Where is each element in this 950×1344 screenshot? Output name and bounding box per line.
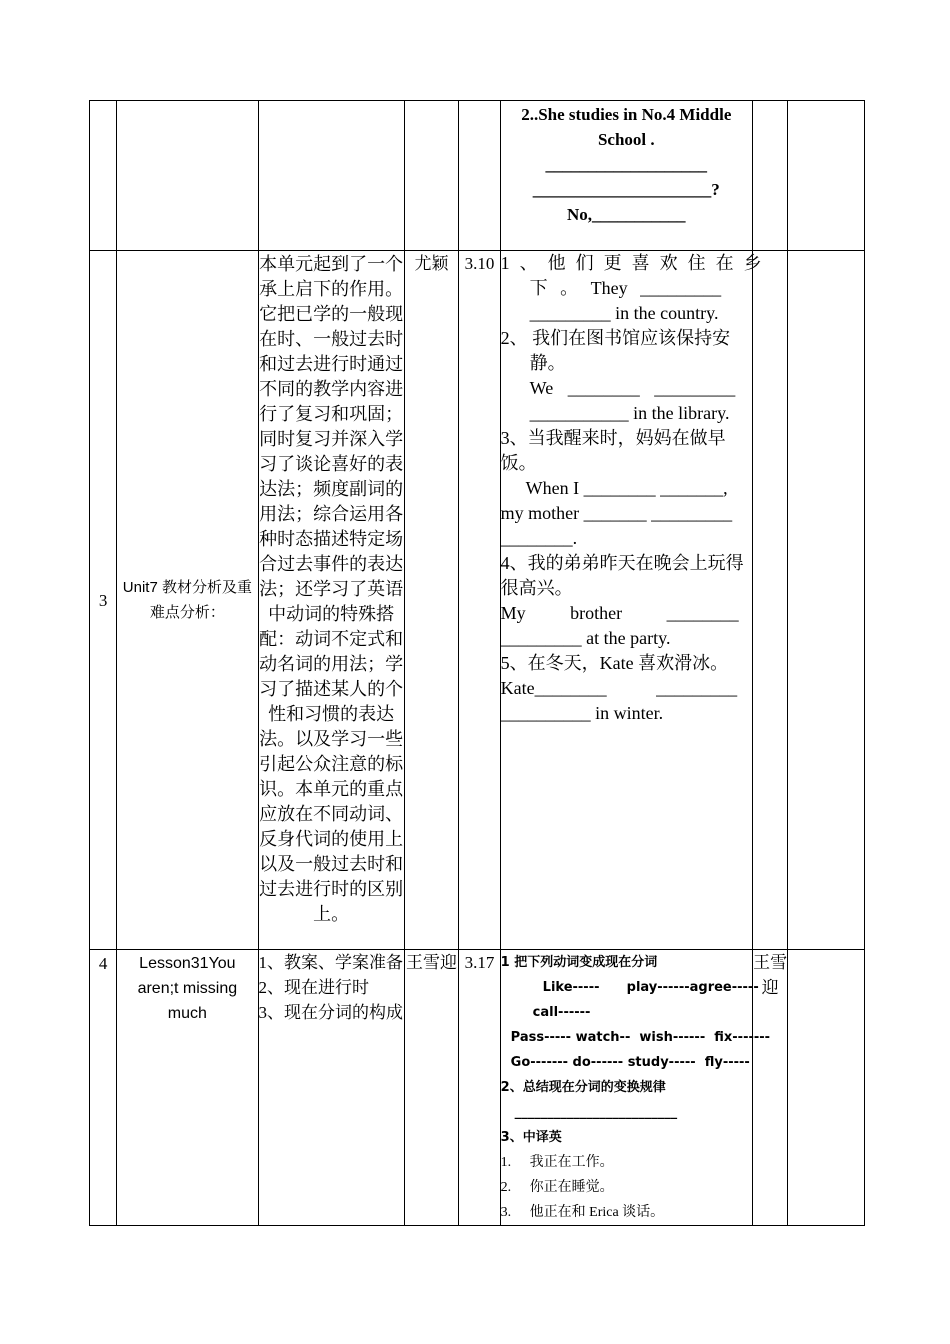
exercise-line: 很高兴。 [500, 578, 573, 598]
topic-cell [117, 101, 258, 251]
num-cell: 3 [90, 251, 117, 950]
topic-cell: Lesson31You aren;t missing much [117, 950, 258, 1226]
note-cell [788, 950, 865, 1226]
table-row [90, 101, 865, 251]
table-row [90, 251, 865, 950]
analysis-cell: 本单元起到了一个承上启下的作用。它把已学的一般现在时、一般过去时和过去进行时通过不同的教学内容进行了复习和巩固；同时复习并深入学习了谈论喜好的表达法；频度副词的用法；综合运用各种时态描述特定场合过去事件的表达法；还学习了英语中动词的特殊搭配：动词不定式和动名词的用法；学习了描述某人的个性和习惯的表达法。以及学习一些引起公众注意的标识。本单元的重点应放在不同动词、反身代词的使用上以及一般过去时和过去进行时的区别上。 [258, 251, 404, 950]
plan-line: 2、现在进行时 [258, 978, 369, 997]
item-number: 2. [500, 1180, 512, 1195]
exercise-line: 2、总结现在分词的变换规律 [500, 1080, 666, 1095]
num-cell [90, 101, 117, 251]
exercise-line: _________ in the country. [529, 303, 719, 323]
exercise-line: Pass----- watch-- wish------ fix------- [510, 1030, 771, 1045]
checker-cell [752, 251, 787, 950]
plan-cell [258, 950, 404, 1226]
teacher-cell [404, 101, 458, 251]
translate-item [501, 1150, 752, 1175]
checker-cell [752, 101, 787, 251]
exercise-line: 5、在冬天，Kate 喜欢滑冰。 [500, 653, 729, 673]
lesson-plan-table [89, 100, 865, 1226]
item-text: 你正在睡觉。 [529, 1180, 614, 1195]
exercise-line: Like----- play------agree----- [542, 980, 759, 995]
exercise-cell [500, 251, 772, 950]
exercise-line: _________ at the party. [500, 628, 671, 648]
translate-item [501, 1200, 752, 1225]
item-text: 他正在和 Erica 谈话。 [529, 1205, 665, 1220]
exercise-line: 2..She studies in No.4 Middle [521, 105, 732, 124]
exercise-line: Kate________ _________ [500, 678, 738, 698]
exercise-line: _____________________? [532, 180, 720, 199]
teacher-cell: 王雪迎 [404, 950, 458, 1226]
note-cell [788, 251, 865, 950]
exercise-line: 3、当我醒来时，妈妈在做早 [500, 428, 726, 448]
exercise-line: 2、 我们在图书馆应该保持安 [500, 328, 731, 348]
date-cell [459, 101, 500, 251]
date-cell: 3.17 [459, 950, 500, 1226]
exercise-line: No,___________ [567, 205, 686, 224]
exercise-line: School . [597, 130, 655, 149]
plan-line: 1、教案、学案准备 [258, 953, 403, 972]
item-text: 我正在工作。 [529, 1155, 614, 1170]
checker-cell: 王雪迎 [752, 950, 787, 1226]
exercise-line: ___________________ [545, 155, 708, 174]
exercise-line: __________ in winter. [500, 703, 664, 723]
exercise-line: 4、我的弟弟昨天在晚会上玩得 [500, 553, 744, 573]
exercise-line: 3、中译英 [500, 1130, 562, 1145]
table-row [90, 950, 865, 1226]
translate-item [501, 1175, 752, 1200]
analysis-cell [258, 101, 404, 251]
exercise-line: 1、他们更喜欢住在乡 [500, 253, 772, 273]
exercise-line: When I ________ _______, [525, 478, 728, 498]
num-cell: 4 [90, 950, 117, 1226]
exercise-line: ___________ in the library. [529, 403, 730, 423]
exercise-line: my mother _______ _________ [500, 503, 733, 523]
note-cell [788, 101, 865, 251]
date-cell: 3.10 [459, 251, 500, 950]
exercise-line: My brother ________ [500, 603, 739, 623]
topic-cell: Unit7 教材分析及重难点分析： [117, 251, 258, 950]
plan-line: 3、现在分词的构成 [258, 1003, 403, 1022]
exercise-line: ________. [500, 528, 578, 548]
exercise-line: 静。 [529, 353, 566, 373]
exercise-line: We ________ _________ [529, 378, 736, 398]
exercise-line: 1 把下列动词变成现在分词 [500, 955, 658, 970]
teacher-cell: 尤颖 [404, 251, 458, 950]
item-number: 1. [500, 1155, 512, 1170]
exercise-line: call------ [532, 1005, 591, 1020]
exercise-line: 下 。 They _________ [529, 278, 722, 298]
exercise-cell [500, 101, 752, 251]
item-number: 3. [500, 1205, 512, 1220]
exercise-line: Go------- do------ study----- fly----- [510, 1055, 750, 1070]
exercise-line: 饭。 [500, 453, 537, 473]
exercise-line: _________________________ [514, 1105, 678, 1120]
